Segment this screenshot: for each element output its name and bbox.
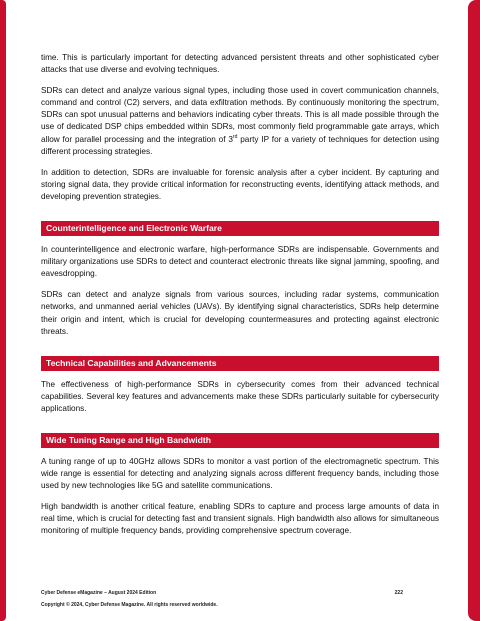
page-number: 222 xyxy=(394,590,403,596)
superscript: rd xyxy=(232,133,238,140)
paragraph: In addition to detection, SDRs are invaluable for forensic analysis after a cyber incident. By capturing and storing signal data, they provide critical information for reconstructing events, identifying attack methods, and developing prevention strategies. xyxy=(41,167,439,201)
page-footer xyxy=(41,590,439,608)
paragraph: SDRs can detect and analyze signals from various sources, including radar systems, communication networks, and unmanned aerial vehicles (UAVs). By identifying signal characteristics, SDRs help determine their origin and intent, which is crucial for developing countermeasures and protecting against electronic threats. xyxy=(41,290,439,336)
paragraph-text: SDRs can detect and analyze various signal types, including those used in covert communication channels, command and control (C2) servers, and data exfiltration methods. By continuously monitoring the spectrum, SDRs can spot unusual patterns and behaviors indicating cyber threats. This is all made possible through the use of dedicated DSP chips embedded within SDRs, most commonly field programmable gate arrays, which allow for parallel processing and the integration of 3 xyxy=(41,86,439,144)
paragraph: A tuning range of up to 40GHz allows SDRs to monitor a vast portion of the electromagnetic spectrum. This wide range is essential for detecting and analyzing signals across different frequency bands, including those used by new technologies like 5G and satellite communications. xyxy=(41,456,439,491)
paragraph: time. This is particularly important for detecting advanced persistent threats and other sophisticated cyber attacks that use diverse and evolving techniques. xyxy=(41,53,439,75)
paragraph: The effectiveness of high-performance SDRs in cybersecurity comes from their advanced technical capabilities. Several key features and advancements make these SDRs particularly suitable for cybersecurity applications. xyxy=(41,379,439,413)
page-edge-right xyxy=(468,0,480,621)
section-heading: Technical Capabilities and Advancements xyxy=(41,356,439,371)
paragraph: High bandwidth is another critical feature, enabling SDRs to capture and process large amounts of data in real time, which is crucial for detecting fast and transient signals. High bandwidth also allows for simultaneous monitoring of multiple frequency bands, providing comprehensive spectrum coverage. xyxy=(41,502,439,536)
section-heading: Wide Tuning Range and High Bandwidth xyxy=(41,433,439,448)
paragraph: In counterintelligence and electronic warfare, high-performance SDRs are indispensable. Governments and military organizations use SDRs to detect and counteract electronic threats like signal jamming, spoofing, and eavesdropping. xyxy=(41,245,439,279)
footer-edition: Cyber Defense eMagazine – August 2024 Edition xyxy=(41,590,157,596)
page-edge-left xyxy=(0,0,6,621)
section-heading: Counterintelligence and Electronic Warfare xyxy=(41,221,439,236)
footer-copyright: Copyright © 2024, Cyber Defense Magazine. All rights reserved worldwide. xyxy=(41,602,218,608)
article-body xyxy=(41,52,439,547)
paragraph-text: party IP for a variety of techniques for detection using different processing strategies. xyxy=(41,134,439,156)
paragraph-sdr-detection xyxy=(41,85,439,158)
